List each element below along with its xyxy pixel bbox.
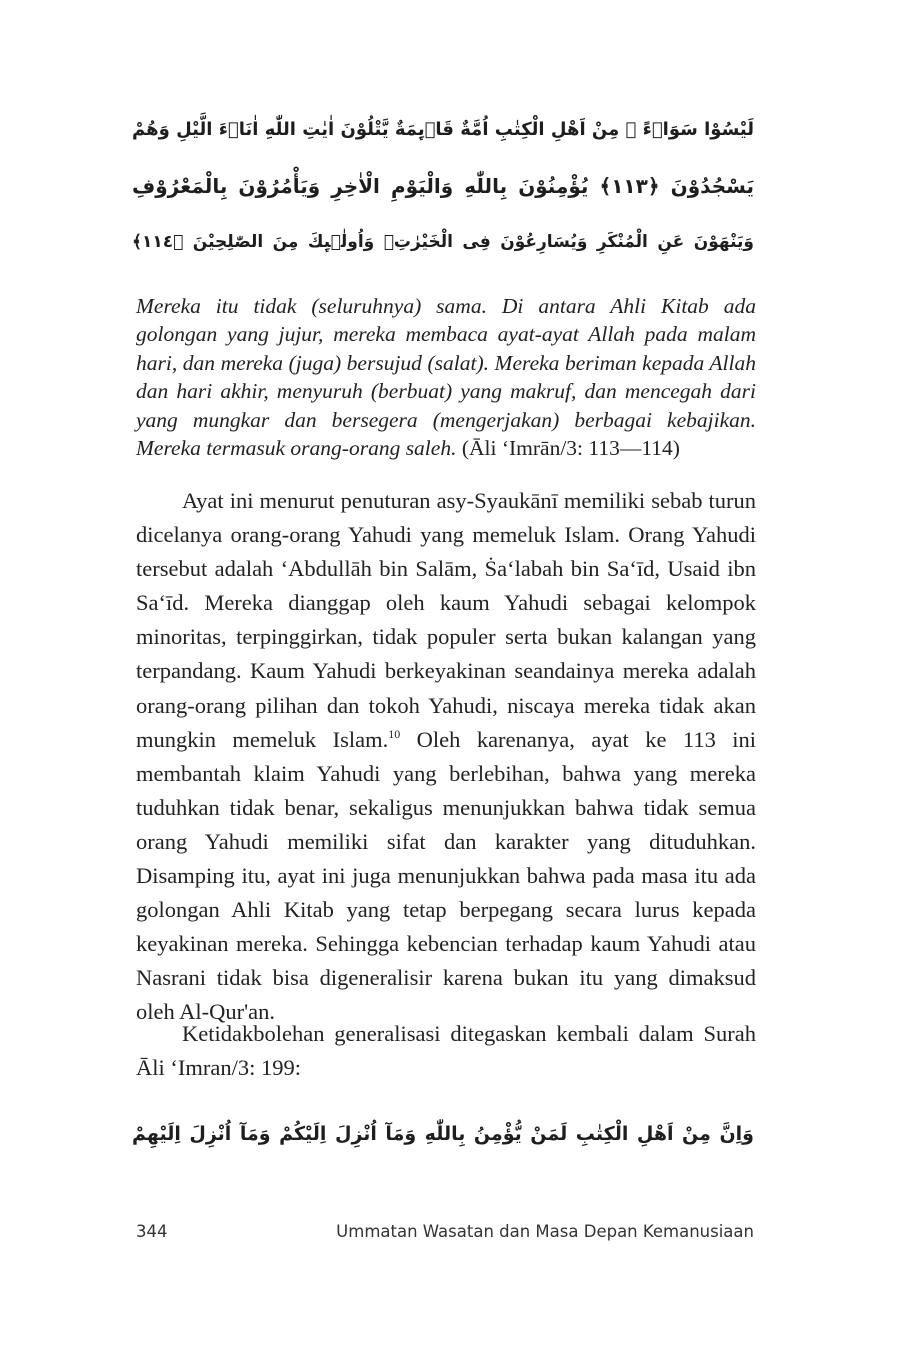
arabic-verse-199 xyxy=(132,1106,754,1162)
body-paragraph xyxy=(136,484,756,1030)
arabic-verse-line: يَسْجُدُوْنَ ﴿١١٣﴾ يُؤْمِنُوْنَ بِاللّٰهِ وَالْيَوْمِ الْاٰخِرِ وَيَأْمُرُوْنَ بِالْمَعْرُوْفِ xyxy=(132,174,754,198)
arabic-verse-line: لَيْسُوْا سَوَاۤءً ۗ مِنْ اَهْلِ الْكِتٰبِ اُمَّةٌ قَاۤىِٕمَةٌ يَّتْلُوْنَ اٰيٰتِ اللّٰهِ اٰنَاۤءَ الَّيْلِ وَهُمْ xyxy=(132,119,754,140)
verse-translation xyxy=(136,292,756,462)
translation-text: Mereka itu tidak (seluruhnya) sama. Di antara Ahli Kitab ada golongan yang jujur, mereka membaca ayat-ayat Allah pada malam hari, dan mereka (juga) bersujud (salat). Mereka beriman kepada Allah dan hari akhir, menyuruh (berbuat) yang makruf, dan mencegah dari yang mungkar dan bersegera (mengerjakan) berbagai kebajikan. Mereka termasuk orang-orang saleh. xyxy=(136,294,756,461)
arabic-verse-line: وَيَنْهَوْنَ عَنِ الْمُنْكَرِ وَيُسَارِعُوْنَ فِى الْخَيْرٰتِۗ وَاُولٰۤىِٕكَ مِنَ الصّٰلِحِيْنَ ﴿١١٤﴾ xyxy=(132,232,754,252)
page-number: 344 xyxy=(136,1222,168,1241)
paragraph-text: Oleh karenanya, ayat ke 113 ini membantah klaim Yahudi yang berlebihan, bahwa yang mereka tuduhkan tidak benar, sekaligus menunjukkan bahwa tidak semua orang Yahudi memiliki sifat dan karakter yang dituduhkan. Disamping itu, ayat ini juga menunjukkan bahwa pada masa itu ada golongan Ahli Kitab yang tetap berpegang secara lurus kepada keyakinan mereka. Sehingga kebencian terhadap kaum Yahudi atau Nasrani tidak bisa digeneralisir karena bukan itu yang dimaksud oleh Al-Qur'an. xyxy=(136,726,756,1025)
body-paragraph: Ketidakbolehan generalisasi ditegaskan kembali dalam Surah Āli ‘Imran/3: 199: xyxy=(136,1021,756,1081)
page-footer xyxy=(136,1222,754,1252)
arabic-verse-line: وَاِنَّ مِنْ اَهْلِ الْكِتٰبِ لَمَنْ يُّؤْمِنُ بِاللّٰهِ وَمَآ اُنْزِلَ اِلَيْكُمْ وَمَآ اُنْزِلَ اِلَيْهِمْ xyxy=(132,1123,754,1145)
footnote-reference[interactable]: 10 xyxy=(388,726,401,741)
verse-citation: (Āli ‘Imrān/3: 113—114) xyxy=(461,436,680,461)
paragraph-text: Ayat ini menurut penuturan asy-Syaukānī memiliki sebab turun dicelanya orang-orang Yahudi yang memeluk Islam. Orang Yahudi tersebut adalah ‘Abdullāh bin Salām, Ṡa‘labah bin Sa‘īd, Usaid ibn Sa‘īd. Mereka dianggap oleh kaum Yahudi sebagai kelompok minoritas, terpinggirkan, tidak populer serta bukan kalangan yang terpandang. Kaum Yahudi berkeyakinan seandainya mereka adalah orang-orang pilihan dan tokoh Yahudi, niscaya mereka tidak akan mungkin memeluk Islam. xyxy=(136,488,756,752)
running-title: Ummatan Wasatan dan Masa Depan Kemanusiaan xyxy=(336,1222,754,1241)
arabic-verse-113-114 xyxy=(132,102,754,270)
